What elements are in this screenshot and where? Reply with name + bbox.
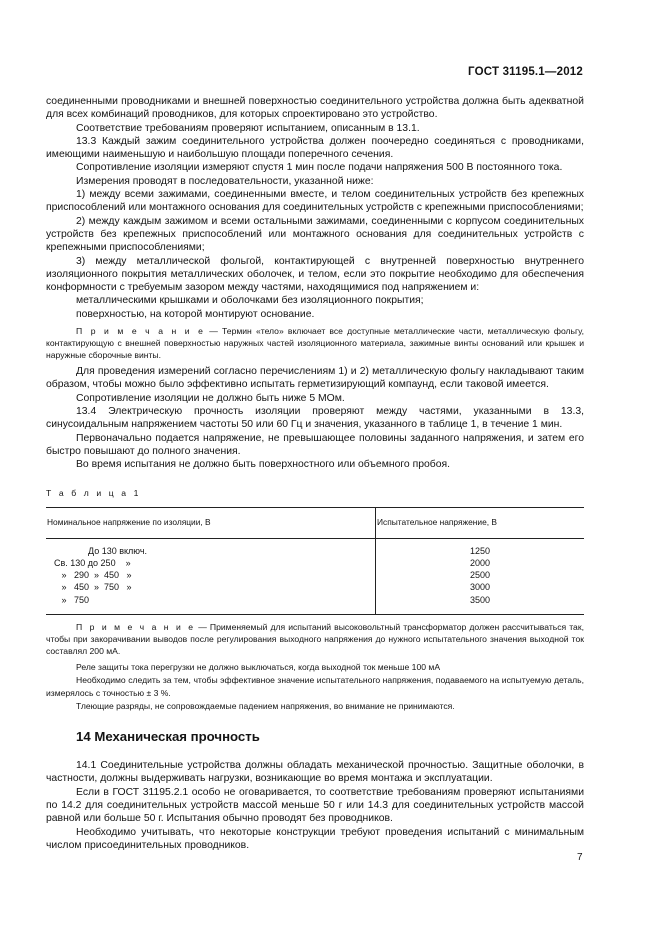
voltage-table bbox=[46, 507, 584, 615]
section-title: 14 Механическая прочность bbox=[76, 728, 260, 744]
table-cell-text: » 290 » 450 » bbox=[54, 570, 132, 581]
paragraph: соединенными проводниками и внешней поверхностью соединительного устройства должна быть адекватной для всех комбинаций проводников, для которых спроектировано это устройство. bbox=[46, 96, 584, 121]
table-row bbox=[46, 538, 584, 614]
table-cell-text: » 450 » 750 » bbox=[54, 582, 132, 593]
list-item-3: 3) между металлической фольгой, контактирующей с внутренней поверхностью внутреннего изоляционного покрытия металлических оболочек, и телом, если это покрытие необходимо для обеспечения конформности с требуемым зазором между частями, находящимися под напряжением и: bbox=[46, 255, 584, 294]
page-number: 7 bbox=[577, 852, 583, 863]
table-cell-text: До 130 включ. bbox=[88, 545, 148, 556]
table-caption: Т а б л и ц а 1 bbox=[46, 488, 141, 499]
paragraph: Соответствие требованиям проверяют испытанием, описанным в 13.1. bbox=[76, 122, 420, 134]
paragraph: Во время испытания не должно быть поверхностного или объемного пробоя. bbox=[76, 459, 451, 471]
clause-14-1: 14.1 Соединительные устройства должны обладать механической прочностью. Защитные оболочки, в частности, должны выдерживать нагрузки, возникающие во время монтажа и эксплуатации. bbox=[46, 760, 584, 785]
note-transformer bbox=[46, 621, 584, 657]
table-cell-text: 3500 bbox=[469, 594, 491, 605]
table-cell-text: 1250 bbox=[469, 545, 491, 556]
note-text: — Применяемый для испытаний высоковольтный трансформатор должен рассчитываться так, чтобы при закорачивании выводов после регулирования выходного напряжения до нужного испытательного значения выходной ток составлял 200 мА. bbox=[46, 621, 584, 656]
standard-code-header: ГОСТ 31195.1—2012 bbox=[468, 66, 583, 78]
list-item-2: 2) между каждым зажимом и всеми остальными зажимами, соединенными с корпусом соединительных устройств без крепежных приспособлений или монтажного основания для соединительных устройств с крепежными приспособлениями; bbox=[46, 215, 584, 254]
paragraph: Необходимо учитывать, что некоторые конструкции требуют проведения испытаний с минимальным числом присоединительных проводников. bbox=[46, 826, 584, 851]
paragraph: Для проведения измерений согласно перечислениям 1) и 2) металлическую фольгу накладывают таким образом, чтобы можно было эффективно испытать герметизирующий компаунд, если таковой имеется. bbox=[46, 366, 584, 391]
small-paragraph: Реле защиты тока перегрузки не должно выключаться, когда выходной ток меньше 100 мА bbox=[76, 661, 441, 672]
column-header-test-voltage: Испытательное напряжение, В bbox=[376, 507, 585, 538]
table-cell-text: 2000 bbox=[469, 557, 491, 568]
rated-voltage-cell bbox=[46, 538, 376, 614]
paragraph: Первоначально подается напряжение, не превышающее половины заданного напряжения, и затем его быстро повышают до полного значения. bbox=[46, 432, 584, 457]
paragraph: Сопротивление изоляции измеряют спустя 1 мин после подачи напряжения 500 В постоянного тока. bbox=[76, 162, 563, 174]
column-header-rated-voltage: Номинальное напряжение по изоляции, В bbox=[46, 507, 376, 538]
list-subitem: поверхностью, на которой монтируют основание. bbox=[76, 308, 315, 320]
table-cell-text: 2500 bbox=[469, 570, 491, 581]
paragraph: Сопротивление изоляции не должно быть ниже 5 МОм. bbox=[76, 392, 345, 404]
clause-13-4: 13.4 Электрическую прочность изоляции проверяют между частями, указанными в 13.3, синусоидальным напряжением частоты 50 или 60 Гц и значения, указанного в таблице 1, в течение 1 мин. bbox=[46, 405, 584, 431]
table-cell-text: » 750 bbox=[54, 594, 90, 605]
small-paragraph: Необходимо следить за тем, чтобы эффективное значение испытательного напряжения, подаваемого на испытуемую деталь, измерялось с точностью ± 3 %. bbox=[46, 674, 584, 698]
note-label: П р и м е ч а н и е bbox=[76, 621, 196, 632]
body-text bbox=[46, 95, 584, 852]
clause-13-3: 13.3 Каждый зажим соединительного устройства должен поочередно соединяться с проводниками, имеющими наименьшую и наибольшую площади поперечного сечения. bbox=[46, 135, 584, 161]
note-text: — Термин «тело» включает все доступные металлические части, металлическую фольгу, контактирующую с внешней поверхностью наружных частей изоляционного материала, зажимные винты оснований или крышек и наружные сборочные винты. bbox=[46, 326, 584, 361]
note-label: П р и м е ч а н и е bbox=[76, 326, 206, 337]
test-voltage-cell bbox=[376, 538, 585, 614]
paragraph: Если в ГОСТ 31195.2.1 особо не оговаривается, то соответствие требованиям проверяют испытаниями по 14.2 для соединительных устройств массой меньше 50 г или 14.3 для соединительных устройств массой равной или больше 50 г. Испытания обычно проводят без проводников. bbox=[46, 786, 584, 825]
list-subitem: металлическими крышками и оболочками без изоляционного покрытия; bbox=[76, 295, 424, 307]
small-paragraph: Тлеющие разряды, не сопровождаемые падением напряжения, во внимание не принимаются. bbox=[76, 700, 455, 711]
list-item-1: 1) между всеми зажимами, соединенными вместе, и телом соединительных устройств без крепежных приспособлений или монтажного основания для соединительных устройств с крепежными приспособлениями; bbox=[46, 189, 584, 214]
note-body-definition bbox=[46, 325, 584, 361]
table-cell-text: 3000 bbox=[469, 582, 491, 593]
paragraph: Измерения проводят в последовательности, указанной ниже: bbox=[76, 175, 374, 187]
table-cell-text: Св. 130 до 250 » bbox=[54, 557, 131, 568]
